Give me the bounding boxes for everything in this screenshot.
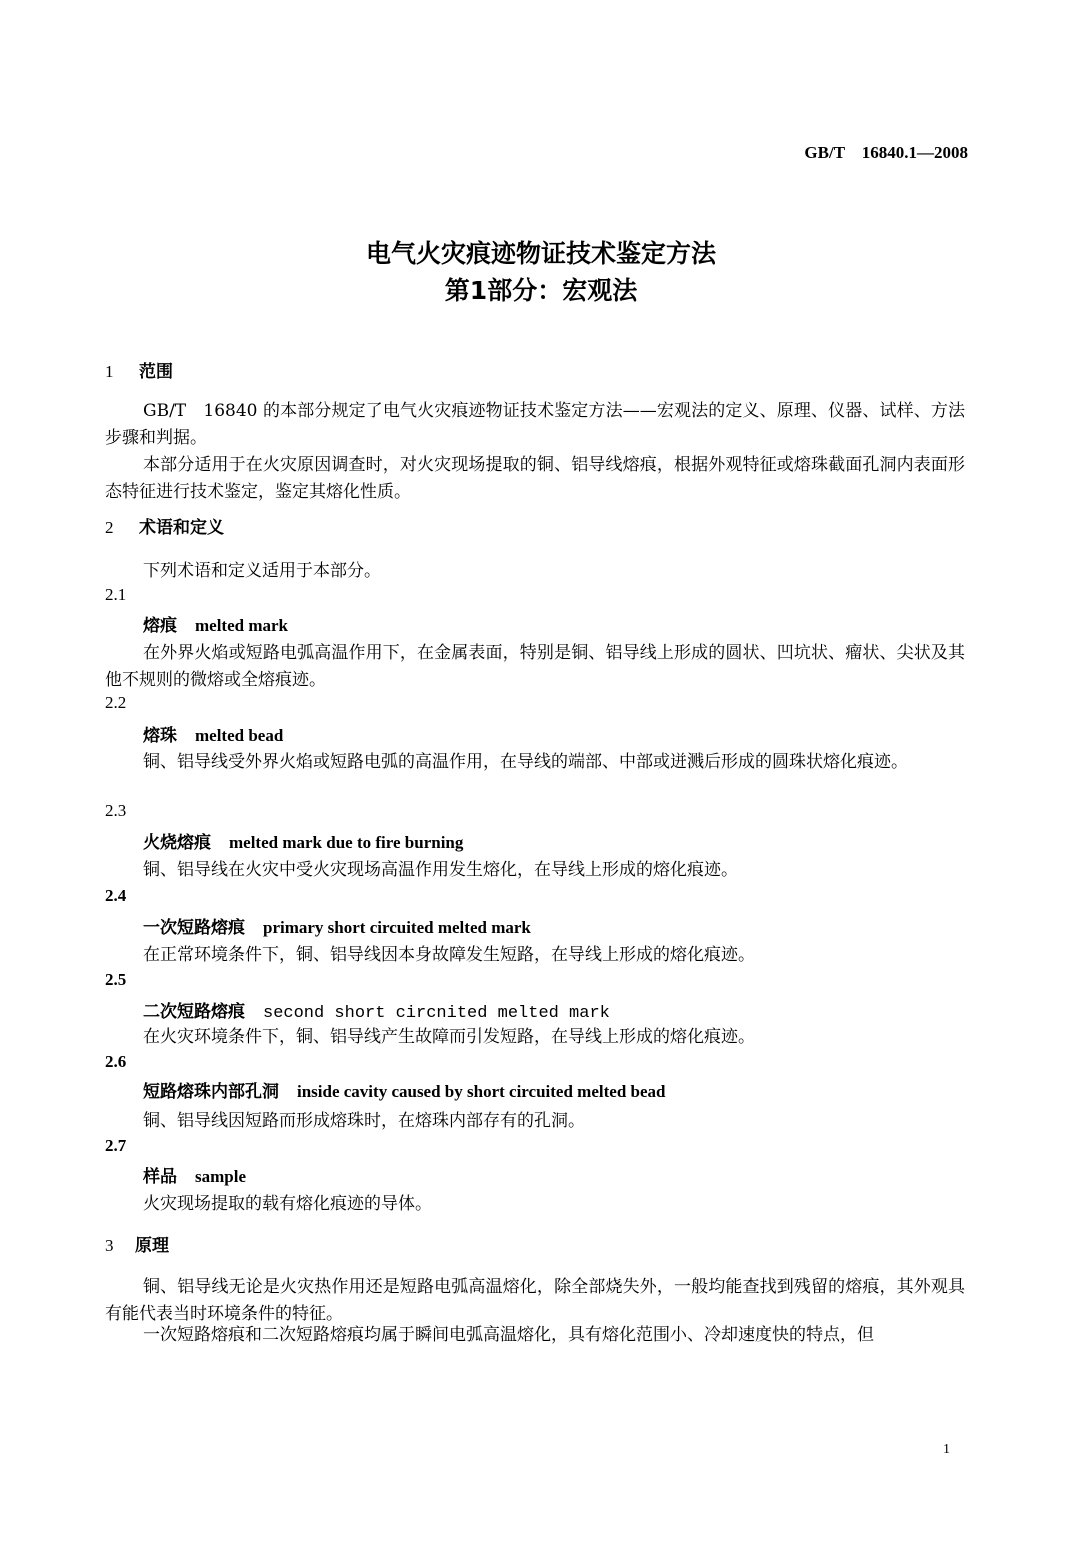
term-number: 2.1 xyxy=(105,585,127,604)
section-intro: 下列术语和定义适用于本部分。 xyxy=(143,561,381,581)
section-heading-1 xyxy=(105,357,173,382)
section-heading-2 xyxy=(105,513,224,538)
term-number: 2.4 xyxy=(105,886,127,905)
term-entry xyxy=(143,611,288,636)
term-entry xyxy=(143,721,283,746)
term-entry xyxy=(143,828,463,853)
document-subtitle: 第1部分：宏观法 xyxy=(444,276,638,305)
term-definition: 在外界火焰或短路电弧高温作用下，在金属表面，特别是铜、铝导线上形成的圆状、凹坑状、瘤状、尖状及其他不规则的微熔或全熔痕迹。 xyxy=(105,643,965,690)
term-number: 2.7 xyxy=(105,1136,127,1155)
term-zh: 火烧熔痕 xyxy=(143,833,211,853)
section-number: 3 xyxy=(105,1236,114,1255)
paragraph: 本部分适用于在火灾原因调查时，对火灾现场提取的铜、铝导线熔痕，根据外观特征或熔珠截面孔洞内表面形态特征进行技术鉴定，鉴定其熔化性质。 xyxy=(105,455,965,502)
term-number: 2.3 xyxy=(105,801,127,820)
section-title: 范围 xyxy=(139,362,173,382)
term-en: primary short circuited melted mark xyxy=(263,918,531,937)
term-en: second short circnited melted mark xyxy=(263,1004,610,1023)
term-en: melted bead xyxy=(195,726,284,745)
term-number: 2.2 xyxy=(105,693,127,712)
term-definition: 火灾现场提取的载有熔化痕迹的导体。 xyxy=(143,1194,432,1214)
term-zh: 一次短路熔痕 xyxy=(143,918,245,938)
term-entry xyxy=(143,913,531,938)
paragraph: 一次短路熔痕和二次短路熔痕均属于瞬间电弧高温熔化，具有熔化范围小、冷却速度快的特点，但 xyxy=(143,1325,874,1345)
term-number: 2.6 xyxy=(105,1052,127,1071)
term-zh: 熔珠 xyxy=(143,726,177,746)
term-zh: 短路熔珠内部孔洞 xyxy=(143,1082,279,1102)
paragraph: 铜、铝导线无论是火灾热作用还是短路电弧高温熔化，除全部烧失外，一般均能查找到残留的熔痕，其外观具有能代表当时环境条件的特征。 xyxy=(105,1277,965,1324)
term-en: melted mark xyxy=(195,616,289,635)
term-entry xyxy=(143,1162,246,1187)
section-number: 1 xyxy=(105,362,114,381)
section-number: 2 xyxy=(105,518,114,537)
term-en: sample xyxy=(195,1167,246,1186)
term-entry xyxy=(143,997,610,1023)
term-zh: 样品 xyxy=(143,1167,177,1187)
term-definition: 铜、铝导线因短路而形成熔珠时，在熔珠内部存有的孔洞。 xyxy=(143,1111,585,1131)
document-title: 电气火灾痕迹物证技术鉴定方法 xyxy=(365,239,716,268)
term-en: inside cavity caused by short circuited melted bead xyxy=(297,1082,666,1101)
section-heading-3 xyxy=(105,1231,169,1256)
term-definition: 铜、铝导线受外界火焰或短路电弧的高温作用，在导线的端部、中部或迸溅后形成的圆珠状熔化痕迹。 xyxy=(143,752,908,772)
term-zh: 熔痕 xyxy=(143,616,177,636)
term-en: melted mark due to fire burning xyxy=(229,833,464,852)
paragraph: GB/T 16840 的本部分规定了电气火灾痕迹物证技术鉴定方法——宏观法的定义、原理、仪器、试样、方法步骤和判据。 xyxy=(105,401,965,448)
term-number: 2.5 xyxy=(105,970,127,989)
term-definition: 在火灾环境条件下，铜、铝导线产生故障而引发短路，在导线上形成的熔化痕迹。 xyxy=(143,1027,755,1047)
page-number: 1 xyxy=(943,1442,950,1457)
section-title: 术语和定义 xyxy=(139,518,224,538)
section-title: 原理 xyxy=(135,1236,169,1256)
term-definition: 在正常环境条件下，铜、铝导线因本身故障发生短路，在导线上形成的熔化痕迹。 xyxy=(143,945,755,965)
term-entry xyxy=(143,1077,665,1102)
term-definition: 铜、铝导线在火灾中受火灾现场高温作用发生熔化，在导线上形成的熔化痕迹。 xyxy=(143,860,738,880)
standard-number: GB/T 16840.1—2008 xyxy=(804,143,968,162)
term-zh: 二次短路熔痕 xyxy=(143,1002,245,1022)
